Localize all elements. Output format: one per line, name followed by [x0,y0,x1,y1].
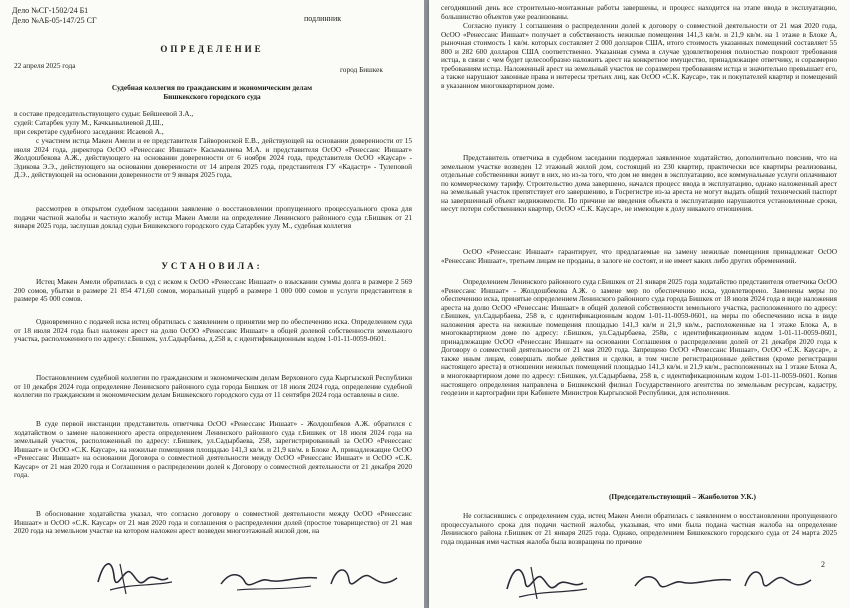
participants-paragraph: с участием истца Макен Амели и ее представителя Гайворонской Е.В., действующей на основании доверенности от 15 июля 2024 года, директора ОсОО «Ренессанс Иншаат» Касымалиева М.А. и представителя ОсОО «Ренессанс Иншаат» Жолдошбекова А.Ж., действующего на основании доверенности от 6 ноября 2024 года, представителя ОсОО «Каусар» - Эдикова Э.Э., действующего на основании доверенности от 14 апреля 2025 года, представителя ГУ «Кадастр» - Тулеповой Д.Э., действующей на основании доверенности от 9 января 2025 года, [14,136,412,180]
page-title: ОПРЕДЕЛЕНИЕ [160,44,264,54]
body-paragraph: Определением Ленинского районного суда г.Бишкек от 21 января 2025 года ходатайство представителя ответчика ОсОО «Ренессанс Иншаат» - Жолдошбекова А.Ж. о замене мер по обеспечению иска, удовлетворено. Заменены меры по обеспечению иска, принятые определением Ленинского районного суда города Бишкек от 18 июля 2024 года в виде наложения ареста на долю ОсОО «Ренессанс Иншаат» в общей долевой собственности земельного участка, расположенного по адресу: г.Бишкек, ул.Садырбаева, 258 в, с идентификационным кодом 1-01-11-0059-0601, на меры по обеспечению иска в виде наложения ареста на нежилые помещения площадью 141,3 кв/м и 21,9 кв/м., расположенные на 1 этаже Блока А, в многоквартирном доме по адресу: г.Бишкек, ул.Садырбаева, 258в, с идентификационным кодом 1-01-11-0059-0601, принадлежащие ОсОО «Ренессанс Иншаат» на основании Соглашения о распределении долей от 21 декабря 2020 года к Договору о совместной деятельности от 21 мая 2020 года. Запрещено ОсОО «Ренессанс Иншаат», ОсОО «С.К. Каусар», а также иным лицам, совершать любые действия и сделки, в том числе регистрационные действия (кроме регистрации настоящего ареста) в отношении нежилых помещений площадью 141,3 кв/м. и 21,9 кв/м., расположенных на 1 этаже Блока А, в многоквартирном доме по адресу: г.Бишкек, ул.Садырбаева, 258 в, с идентификационным кодом 1-01-11-0059-0601. Копия настоящего определения направлена в Бишкекский филиал Государственного агентства по земельным ресурсам, кадастру, геодезии и картографии при Кабинете Министров Кыргызской Республики, для исполнения. [441,277,838,398]
body-paragraph: Согласно пункту 1 соглашения о распределении долей к договору о совместной деятельности от 21 мая 2020 года, ОсОО «Ренессанс Иншаат» получает в собственность нежилые помещения 141,3 кв/м. и 21,9 кв/м. на 1 этаже в Блоке А, рыночная стоимость 1 кв/м. которых составляет 2 000 долларов США, итого стоимость указанных помещений составляет 55 800 и 282 600 долларов США соответственно. Указанная сумма в случае удовлетворения полностью покроют требования истца, в связи с чем будет целесообразно наложить арест на конкретное имущество, принадлежащее ответчику, и соразмерно требованиям истца. Наложенный арест на земельный участок не соразмерен требованиям истца и значительно превышает его, а также нарушают законные права и интересы третьих лиц, как ОсОО «С.К. Каусар», так и покупателей квартир и помещений в указанном многоквартирном доме. [441,21,837,90]
document-city: город Бишкек [340,65,383,74]
page-number: 2 [821,560,825,569]
document-page-left [0,0,424,608]
body-paragraph: В обоснование ходатайства указал, что согласно договору о совместной деятельности между ОсОО «Ренессанс Иншаат» и ОсОО «С.К. Каусар» от 21 мая 2020 года и соглашения о распределении долей (простое товарищество) от 21 мая 2020 года на земельном участке на котором наложен арест возведен многоэтажный жилой дом, на [14,509,412,536]
handwritten-signature [739,560,819,600]
body-paragraph: Представитель ответчика в судебном заседании поддержал заявленное ходатайство, дополнительно пояснив, что на земельном участке возведен 12 этажный жилой дом, состоящий из 230 квартир, практически все квартиры реализованы, отдельные собственники живут в них, но из-за того, что дом не введен в эксплуатацию, все коммунальные услуги оплачивают по коммерческому тарифу. Строительство дома завершено, начался процесс ввода в эксплуатацию, однако наложенный арест на земельный участок препятствует его завершению, в Госрегистре из-за ареста не могут выдать общий технический паспорт на завершенный объект недвижимости. По причине не введения объекта в эксплуатацию нарушаются установленные сроки, несут потери собственники квартир, ОсОО «С.К. Каусар», не имеющие к долу никакого отношения. [441,153,837,214]
composition-line: в составе председательствующего судьи: Бейшеевой З.А., [14,109,194,118]
composition-line: судей: Сатарбек уулу М., Качкынылиевой Д.Ш., [14,118,164,127]
body-paragraph: Постановлением судебной коллегии по гражданским и экономическим делам Верховного суда Кыргызской Республики от 10 декабря 2024 года определение Ленинского районного суда города Бишкек от 18 июля 2024 года, определение судебной коллегии по гражданским и экономическим делам Бишкекского городского суда от 11 сентября 2024 года оставлены в силе. [14,373,412,400]
considered-paragraph: рассмотрев в открытом судебном заседании заявление о восстановлении пропущенного процессуального срока для подачи частной жалобы и частную жалобу истца Макен Амели на определение Ленинского районного суда г.Бишкек от 21 января 2025 года, заслушав доклад судьи Бишкекского городского суда Сатарбек уулу М., судебная коллегия [14,204,412,231]
body-paragraph: В суде первой инстанции представитель ответчика ОсОО «Ренессанс Иншаат» - Жолдошбеков А.Ж. обратился с ходатайством о замене наложенного ареста определением Ленинского районного суда г.Бишкек от 18 июля 2024 года на земельный участок, расположенный по адресу: г.Бишкек, ул.Садырбаева, 258, зарегистрированный за ОсОО «Ренессанс Иншаат» и ОсОО «С.К. Каусар», на нежилые помещения площадью 141,3 кв/м. и 21,9 кв/м. в Блоке А, принадлежащие ОсОО «Ренессанс Иншаат» на основании Договора о совместной деятельности между ОсОО «Ренессанс Иншаат» и ОсОО «С.К. Каусар» от 21 мая 2020 года и Соглашения о распределении долей к Договору о совместной деятельности от 21 декабря 2020 года. [14,419,412,480]
body-paragraph: ОсОО «Ренессанс Иншаат» гарантирует, что предлагаемые на замену нежилые помещения принадлежат ОсОО «Ренессанс Иншаат», третьим лицам не проданы, в залоге не состоят, и не имеет каких либо других обременений. [441,247,837,265]
court-line-2: Бишкекского городского суда [163,92,261,101]
handwritten-signature [499,555,619,605]
handwritten-signature [629,562,739,602]
body-paragraph: Не согласившись с определением суда, истец Макен Амели обратилась с заявлением о восстановлении пропущенного процессуального срока для подачи частной жалобы, указывая, что ими была подана частная жалоба на определение Ленинского района г.Бишкек от 21 января 2025 года. Однако, определением Бишкекского городского суда от 24 марта 2025 года поданная ими частная жалоба была возвращена по причине [441,511,837,546]
body-paragraph: сегодняшний день все строительно-монтажные работы завершены, и процесс находится на этапе ввода в эксплуатацию, большинство объектов уже реализованы. [441,3,837,21]
court-line-1: Судебная коллегия по гражданским и экономическим делам [111,83,313,92]
case-number-2: Дело №АБ-05-147/25 СГ [12,16,97,25]
body-paragraph: Истец Макен Амели обратилась в суд с иском к ОсОО «Ренессанс Иншаат» о взыскании суммы долга в размере 2 569 200 сомов, убытки в размере 21 854 471,60 сомов, моральный ущерб в размере 1 000 000 сомов и услуги представителя в размере 45 000 сомов. [14,277,412,304]
handwritten-signature [325,558,405,598]
document-page-right [429,0,850,608]
body-paragraph: Одновременно с подачей иска истец обратилась с заявлением о принятии мер по обеспечению иска. Определением суда от 18 июля 2024 года был наложен арест на долю ОсОО «Ренессанс Иншаат» в общей долевой собственности земельного участка, расположенного по адресу: г.Бишкек, ул.Садырбаева, д.258 в, с идентификационным кодом 1-01-11-0059-0601. [14,317,412,344]
handwritten-signature [215,560,325,600]
composition-line: при секретаре судебного заседания: Исаевой А., [14,127,164,136]
presiding-judge-note: (Председательствующий – Жанболотов У.К.) [609,492,756,501]
original-stamp: подлинник [304,14,342,23]
document-date: 22 апреля 2025 года [14,61,76,70]
case-number-1: Дело №СГ-1502/24 Б1 [12,6,89,15]
section-heading-established: УСТАНОВИЛА: [161,261,263,271]
handwritten-signature [90,550,210,600]
